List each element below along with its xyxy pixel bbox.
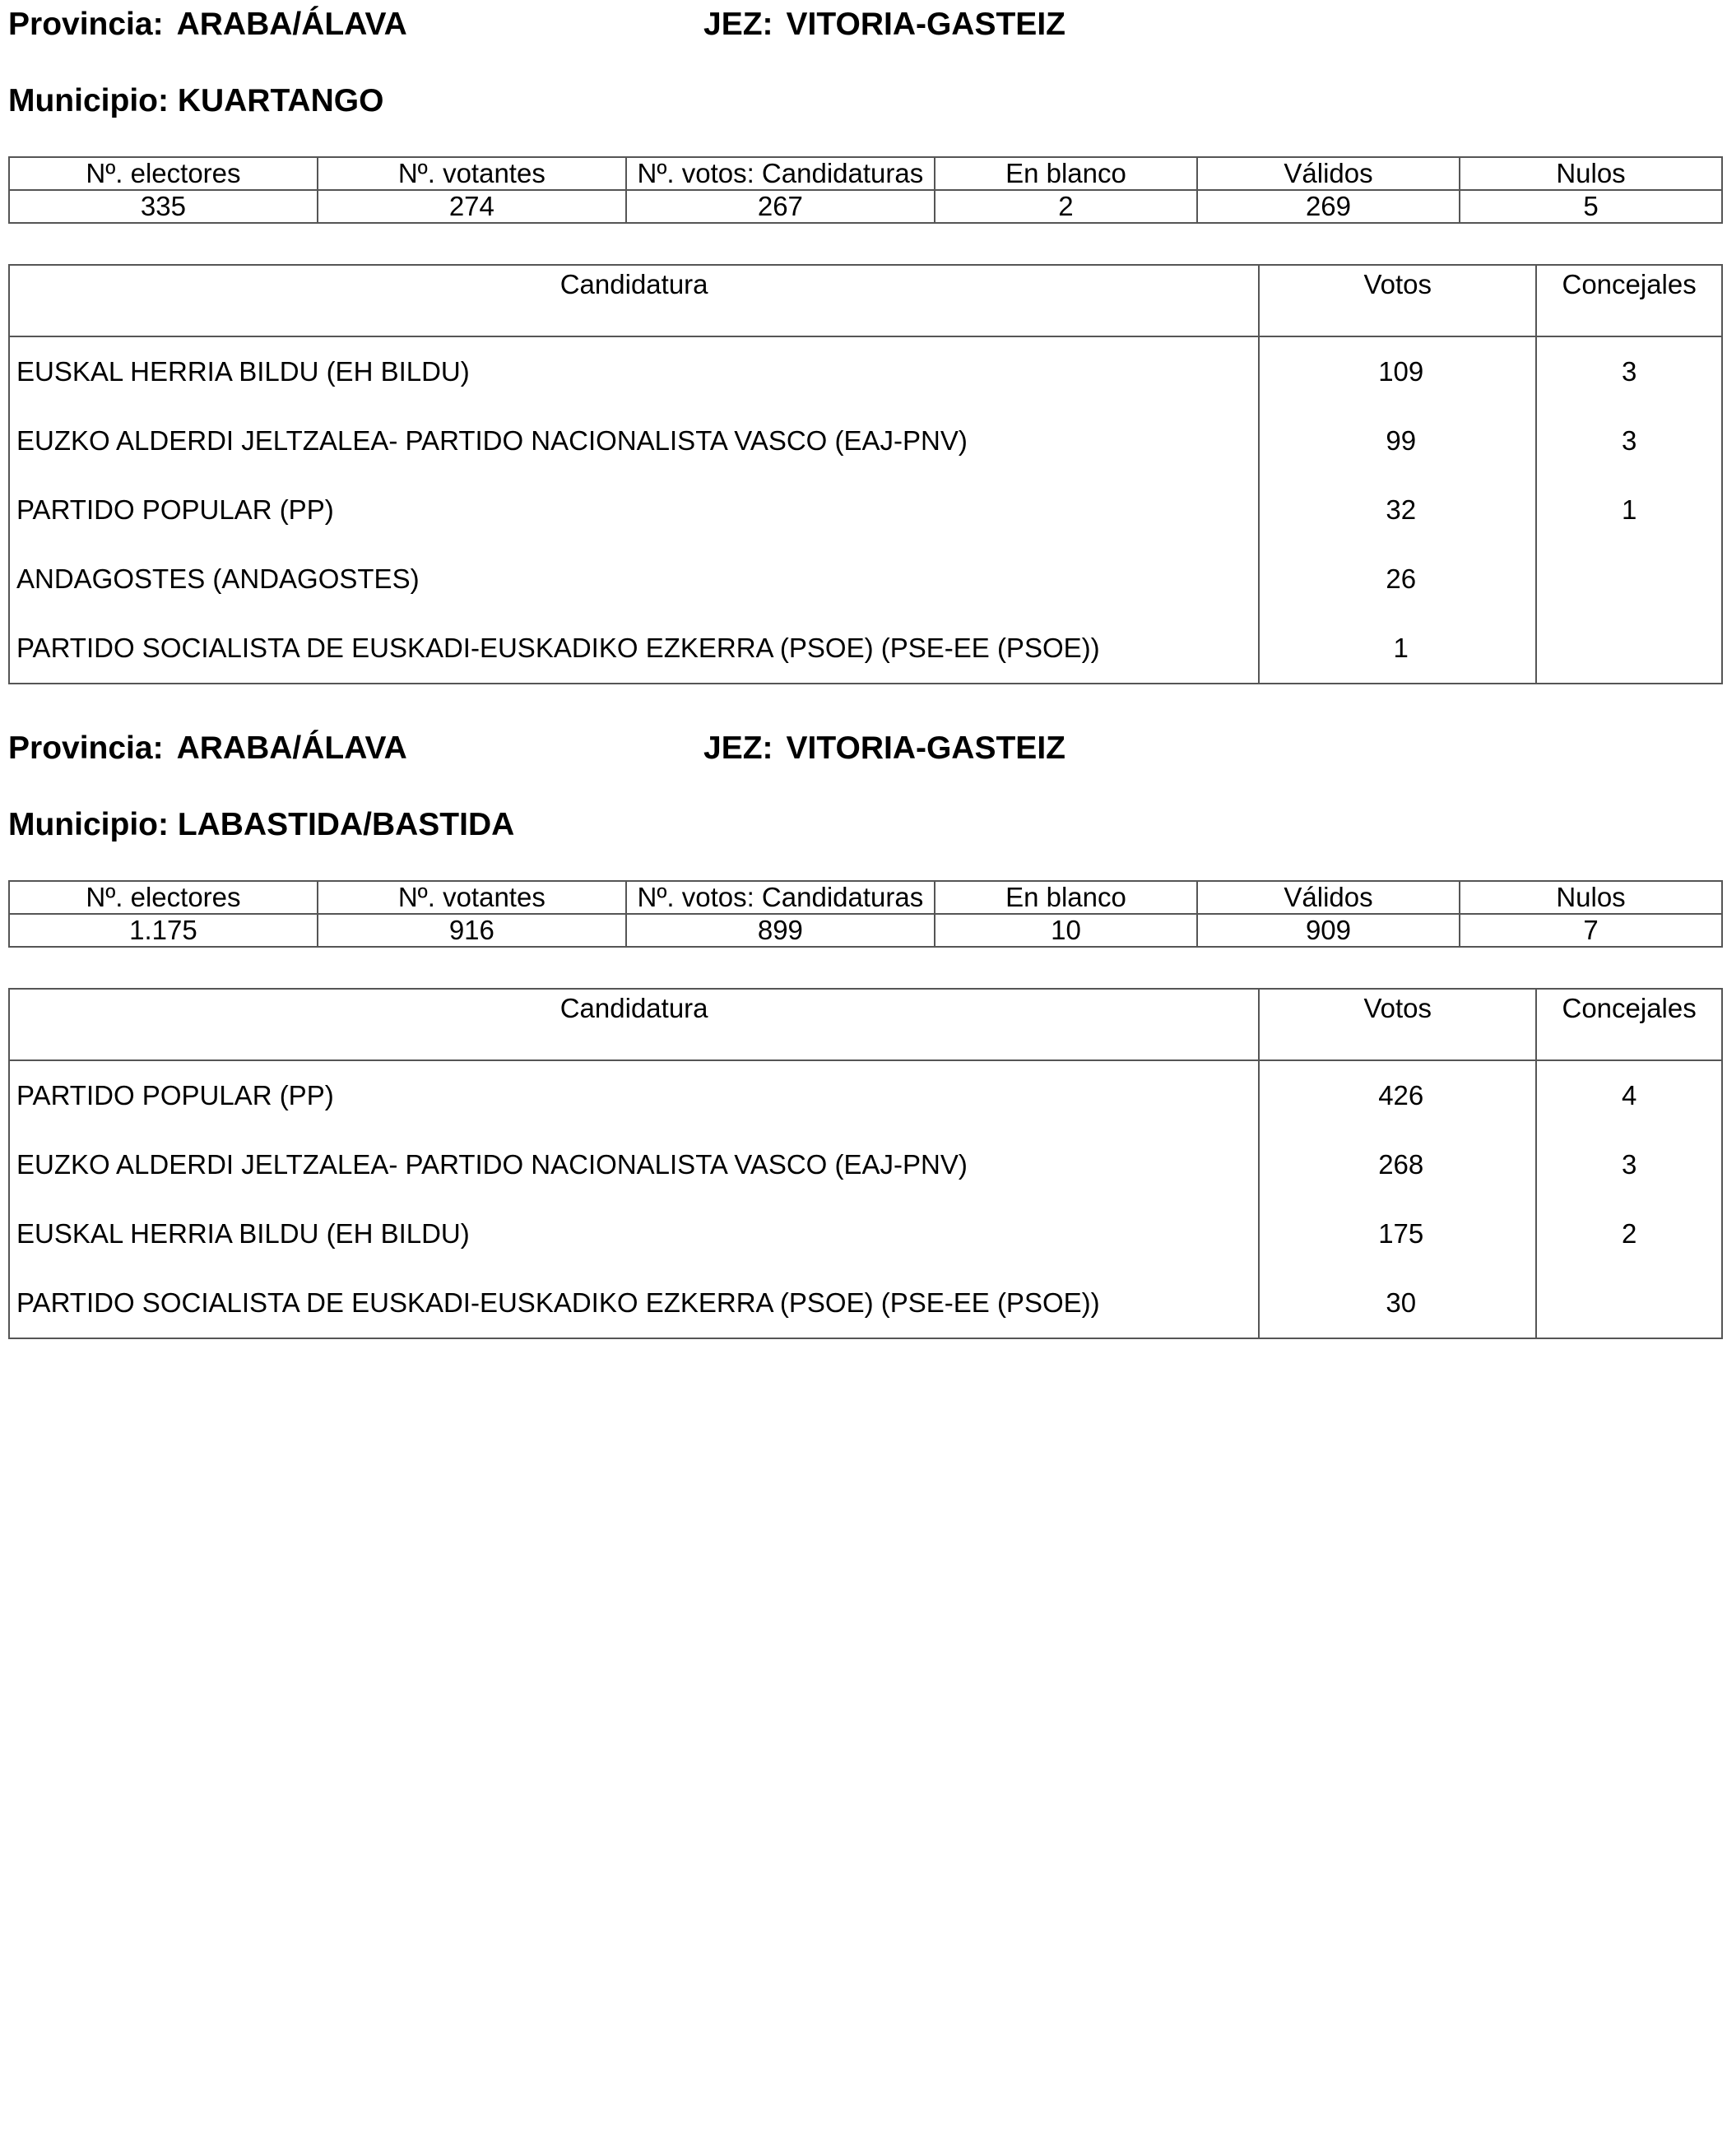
provincia-line [8, 730, 407, 767]
candidatura-cell: PARTIDO SOCIALISTA DE EUSKADI-EUSKADIKO EZKERRA (PSOE) (PSE-EE (PSOE)) [9, 1268, 1259, 1338]
candidatura-cell: PARTIDO SOCIALISTA DE EUSKADI-EUSKADIKO EZKERRA (PSOE) (PSE-EE (PSOE)) [9, 614, 1259, 684]
results-header-row [9, 989, 1722, 1060]
votos-value: 426 [1378, 1080, 1424, 1110]
table-row [9, 1060, 1722, 1130]
municipio-line [8, 807, 514, 843]
summary-value: 10 [935, 914, 1197, 947]
summary-header: Nº. electores [9, 157, 318, 190]
results-header-concejales: Concejales [1536, 989, 1722, 1060]
summary-value: 7 [1460, 914, 1722, 947]
concejales-cell: 4 [1536, 1060, 1722, 1130]
results-header-candidatura: Candidatura [9, 265, 1259, 336]
jez-label: JEZ: [703, 730, 773, 766]
summary-header: Válidos [1197, 881, 1460, 914]
table-row [9, 545, 1722, 614]
summary-value: 909 [1197, 914, 1460, 947]
votos-value: 26 [1386, 563, 1417, 594]
candidatura-cell: PARTIDO POPULAR (PP) [9, 475, 1259, 545]
summary-value: 899 [626, 914, 935, 947]
summary-header: Nº. votantes [318, 881, 626, 914]
concejales-cell [1536, 614, 1722, 684]
table-row [9, 614, 1722, 684]
votos-cell [1259, 336, 1536, 406]
votos-cell [1259, 1199, 1536, 1268]
municipio-label: Municipio: [8, 807, 169, 842]
candidatura-cell: EUZKO ALDERDI JELTZALEA- PARTIDO NACIONALISTA VASCO (EAJ-PNV) [9, 1130, 1259, 1199]
votos-cell [1259, 1130, 1536, 1199]
results-header-concejales: Concejales [1536, 265, 1722, 336]
summary-header: Nº. votos: Candidaturas [626, 881, 935, 914]
concejales-cell: 1 [1536, 475, 1722, 545]
table-row [9, 1199, 1722, 1268]
summary-table [8, 880, 1723, 948]
jez-label: JEZ: [703, 7, 773, 42]
concejales-cell: 3 [1536, 336, 1722, 406]
summary-value: 269 [1197, 190, 1460, 223]
summary-header: Nº. votos: Candidaturas [626, 157, 935, 190]
summary-value: 267 [626, 190, 935, 223]
provincia-value: ARABA/ÁLAVA [176, 730, 407, 766]
summary-value-row [9, 914, 1722, 947]
provincia-value: ARABA/ÁLAVA [176, 7, 407, 42]
table-row [9, 475, 1722, 545]
votos-cell [1259, 1060, 1536, 1130]
summary-header: En blanco [935, 881, 1197, 914]
results-header-row [9, 265, 1722, 336]
table-row [9, 336, 1722, 406]
candidatura-cell: EUSKAL HERRIA BILDU (EH BILDU) [9, 336, 1259, 406]
summary-value: 335 [9, 190, 318, 223]
summary-table [8, 156, 1723, 224]
summary-header: Nº. votantes [318, 157, 626, 190]
votos-value: 32 [1386, 494, 1417, 525]
summary-value: 274 [318, 190, 626, 223]
summary-header-row [9, 881, 1722, 914]
summary-value: 916 [318, 914, 626, 947]
candidatura-cell: PARTIDO POPULAR (PP) [9, 1060, 1259, 1130]
municipio-value: KUARTANGO [177, 83, 384, 118]
results-header-votos: Votos [1259, 265, 1536, 336]
municipio-value: LABASTIDA/BASTIDA [177, 807, 515, 842]
candidatura-cell: ANDAGOSTES (ANDAGOSTES) [9, 545, 1259, 614]
votos-value: 268 [1378, 1149, 1424, 1180]
municipio-label: Municipio: [8, 83, 169, 118]
concejales-cell [1536, 545, 1722, 614]
votos-value: 30 [1386, 1287, 1417, 1318]
summary-header: Válidos [1197, 157, 1460, 190]
votos-value: 175 [1378, 1218, 1424, 1249]
results-header-candidatura: Candidatura [9, 989, 1259, 1060]
jez-value: VITORIA-GASTEIZ [786, 7, 1065, 42]
table-row [9, 1268, 1722, 1338]
summary-header: Nº. electores [9, 881, 318, 914]
summary-header: Nulos [1460, 157, 1722, 190]
jez-value: VITORIA-GASTEIZ [786, 730, 1065, 766]
summary-header: Nulos [1460, 881, 1722, 914]
concejales-cell: 3 [1536, 1130, 1722, 1199]
votos-cell [1259, 1268, 1536, 1338]
table-row [9, 1130, 1722, 1199]
provincia-label: Provincia: [8, 730, 164, 766]
summary-header: En blanco [935, 157, 1197, 190]
summary-header-row [9, 157, 1722, 190]
summary-value: 5 [1460, 190, 1722, 223]
candidatura-cell: EUZKO ALDERDI JELTZALEA- PARTIDO NACIONALISTA VASCO (EAJ-PNV) [9, 406, 1259, 475]
votos-cell [1259, 614, 1536, 684]
summary-value: 1.175 [9, 914, 318, 947]
votos-cell [1259, 475, 1536, 545]
table-row [9, 406, 1722, 475]
votos-value: 1 [1393, 633, 1409, 663]
votos-value: 99 [1386, 425, 1417, 456]
municipio-line [8, 83, 383, 119]
concejales-cell: 3 [1536, 406, 1722, 475]
candidatura-cell: EUSKAL HERRIA BILDU (EH BILDU) [9, 1199, 1259, 1268]
concejales-cell: 2 [1536, 1199, 1722, 1268]
votos-cell [1259, 406, 1536, 475]
votos-value: 109 [1378, 356, 1424, 387]
jez-line [703, 730, 1065, 767]
summary-value: 2 [935, 190, 1197, 223]
jez-line [703, 7, 1065, 43]
results-header-votos: Votos [1259, 989, 1536, 1060]
results-table [8, 988, 1723, 1339]
results-table [8, 264, 1723, 684]
votos-cell [1259, 545, 1536, 614]
summary-value-row [9, 190, 1722, 223]
provincia-line [8, 7, 407, 43]
provincia-label: Provincia: [8, 7, 164, 42]
concejales-cell [1536, 1268, 1722, 1338]
